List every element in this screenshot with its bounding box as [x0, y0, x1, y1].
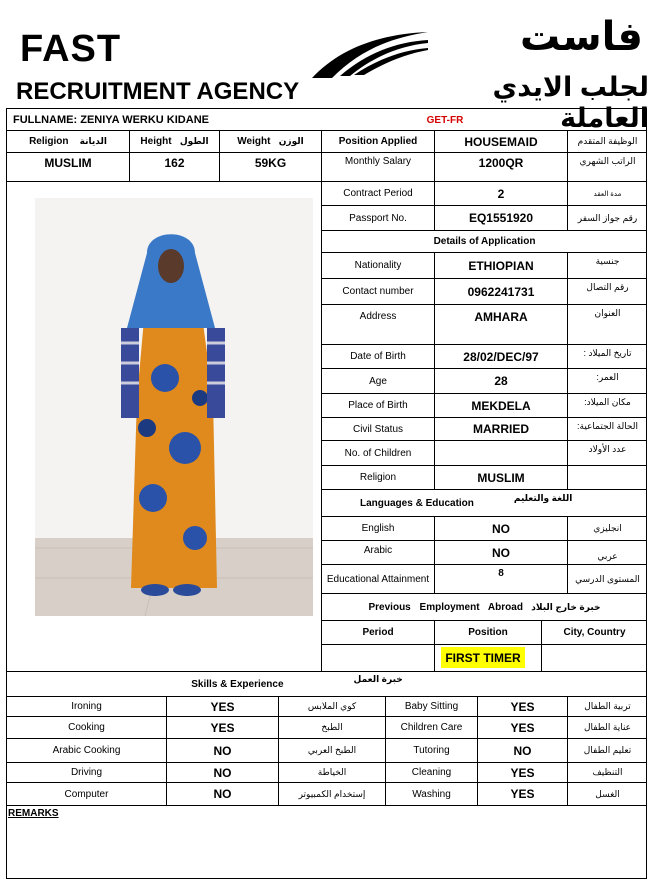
english-label-ar: انجليزي: [567, 516, 647, 540]
religion2-label: Religion: [321, 465, 434, 489]
address-label: Address: [321, 304, 434, 344]
left-skill-value: NO: [166, 782, 278, 805]
right-skill-label: Washing: [385, 782, 477, 805]
employment-heading-ar: خبرة خارج البلاد: [531, 601, 601, 612]
contact-label-ar: رقم التصال: [567, 278, 647, 304]
reference-code: GET-FR: [426, 114, 464, 126]
education-label: Educational Attainment: [321, 564, 434, 593]
right-skill-label-ar: تعليم الطفال: [567, 738, 647, 762]
salary-label-ar: الراتب الشهري: [567, 152, 647, 181]
right-skill-label-ar: تربية الطفال: [567, 696, 647, 716]
contract-value: 2: [434, 181, 567, 205]
remarks-label: REMARKS: [8, 807, 59, 819]
employment-period-cell: [321, 644, 434, 671]
religion-value: MUSLIM: [6, 152, 129, 181]
employment-col-period: Period: [321, 620, 434, 644]
right-skill-label-ar: التنظيف: [567, 762, 647, 782]
agency-subtitle-en: RECRUITMENT AGENCY: [16, 78, 300, 105]
passport-label-ar: رقم جواز السفر: [567, 205, 647, 230]
arabic-label: Arabic: [321, 540, 434, 564]
first-timer-badge: FIRST TIMER: [441, 647, 525, 668]
left-skill-value: YES: [166, 696, 278, 716]
address-label-ar: العنوان: [567, 304, 647, 344]
passport-label: Passport No.: [321, 205, 434, 230]
salary-label: Monthly Salary: [321, 152, 434, 181]
left-skill-label: Cooking: [6, 716, 166, 738]
skills-heading: Skills & Experience خبرة العمل: [6, 671, 647, 696]
left-skill-label: Driving: [6, 762, 166, 782]
left-skill-label-ar: الطبخ: [278, 716, 385, 738]
employment-heading: Previous Employment Abroad خبرة خارج البلاد: [321, 593, 647, 620]
left-skill-label: Computer: [6, 782, 166, 805]
age-label: Age: [321, 368, 434, 393]
details-heading: Details of Application: [321, 230, 647, 252]
right-skill-value: NO: [477, 738, 567, 762]
nationality-label: Nationality: [321, 252, 434, 278]
dob-value: 28/02/DEC/97: [434, 344, 567, 368]
arabic-label-ar: عربي: [567, 540, 647, 564]
height-header: Height الطول: [129, 130, 219, 152]
english-value: NO: [434, 516, 567, 540]
fullname-value: ZENIYA WERKU KIDANE: [80, 113, 209, 126]
employment-col-position: Position: [434, 620, 541, 644]
right-skill-value: YES: [477, 782, 567, 805]
remarks-box: [6, 805, 647, 879]
arabic-value: NO: [434, 540, 567, 564]
languages-heading-ar: اللغة والتعليم: [513, 492, 573, 503]
children-label-ar: عدد الأولاد: [567, 440, 647, 465]
age-label-ar: العمر:: [567, 368, 647, 393]
agency-name-en: FAST: [20, 28, 122, 70]
position-value: HOUSEMAID: [434, 130, 567, 152]
nationality-label-ar: جنسية: [567, 252, 647, 278]
position-label-ar: الوظيفة المتقدم: [567, 130, 647, 152]
left-skill-label: Arabic Cooking: [6, 738, 166, 762]
left-skill-label-ar: الطبخ العربي: [278, 738, 385, 762]
agency-subtitle-ar: لجلب الايدي العاملة: [492, 72, 649, 133]
weight-header: Weight الوزن: [219, 130, 321, 152]
english-label: English: [321, 516, 434, 540]
languages-heading: Languages & Education اللغة والتعليم: [321, 489, 647, 516]
address-value: AMHARA: [434, 304, 567, 344]
passport-value: EQ1551920: [434, 205, 567, 230]
civil-status-label-ar: الحالة الجتماعية:: [567, 417, 647, 440]
applicant-photo: [35, 198, 313, 616]
contract-label: Contract Period: [321, 181, 434, 205]
education-value: 8: [434, 564, 567, 593]
left-skill-label-ar: إستخدام الكمبيوتر: [278, 782, 385, 805]
fullname-label: FULLNAME:: [13, 113, 78, 126]
birthplace-label: Place of Birth: [321, 393, 434, 417]
education-label-ar: المستوى الدرسي: [567, 564, 647, 593]
birthplace-value: MEKDELA: [434, 393, 567, 417]
left-skill-value: YES: [166, 716, 278, 738]
right-skill-label-ar: عناية الطفال: [567, 716, 647, 738]
swoosh-logo-icon: [310, 28, 430, 80]
right-skill-value: YES: [477, 696, 567, 716]
contract-label-ar: مدة العقد: [567, 181, 647, 205]
fullname-row: [6, 108, 647, 130]
right-skill-label-ar: الغسل: [567, 782, 647, 805]
corner-mark: ` ` ` `: [0, 0, 13, 6]
civil-status-value: MARRIED: [434, 417, 567, 440]
civil-status-label: Civil Status: [321, 417, 434, 440]
right-skill-label: Cleaning: [385, 762, 477, 782]
right-skill-value: YES: [477, 716, 567, 738]
contact-value: 0962241731: [434, 278, 567, 304]
agency-name-ar: فاست: [520, 15, 643, 59]
dob-label-ar: تاريخ الميلاد :: [567, 344, 647, 368]
height-value: 162: [129, 152, 219, 181]
right-skill-label: Children Care: [385, 716, 477, 738]
age-value: 28: [434, 368, 567, 393]
children-label: No. of Children: [321, 440, 434, 465]
employment-col-city: City, Country: [541, 620, 647, 644]
nationality-value: ETHIOPIAN: [434, 252, 567, 278]
skills-heading-ar: خبرة العمل: [353, 673, 403, 684]
dob-label: Date of Birth: [321, 344, 434, 368]
left-skill-value: NO: [166, 762, 278, 782]
religion-header: Religion الديانة: [6, 130, 129, 152]
left-skill-label-ar: الخياطة: [278, 762, 385, 782]
children-value: [434, 440, 567, 465]
position-label: Position Applied: [321, 130, 434, 152]
left-skill-value: NO: [166, 738, 278, 762]
religion2-value: MUSLIM: [434, 465, 567, 489]
right-skill-label: Baby Sitting: [385, 696, 477, 716]
left-skill-label-ar: كوي الملابس: [278, 696, 385, 716]
weight-value: 59KG: [219, 152, 321, 181]
contact-label: Contact number: [321, 278, 434, 304]
religion2-label-ar: [567, 465, 647, 489]
birthplace-label-ar: مكان الميلاد:: [567, 393, 647, 417]
right-skill-label: Tutoring: [385, 738, 477, 762]
employment-city-cell: [541, 644, 647, 671]
left-skill-label: Ironing: [6, 696, 166, 716]
right-skill-value: YES: [477, 762, 567, 782]
salary-value: 1200QR: [434, 152, 567, 181]
